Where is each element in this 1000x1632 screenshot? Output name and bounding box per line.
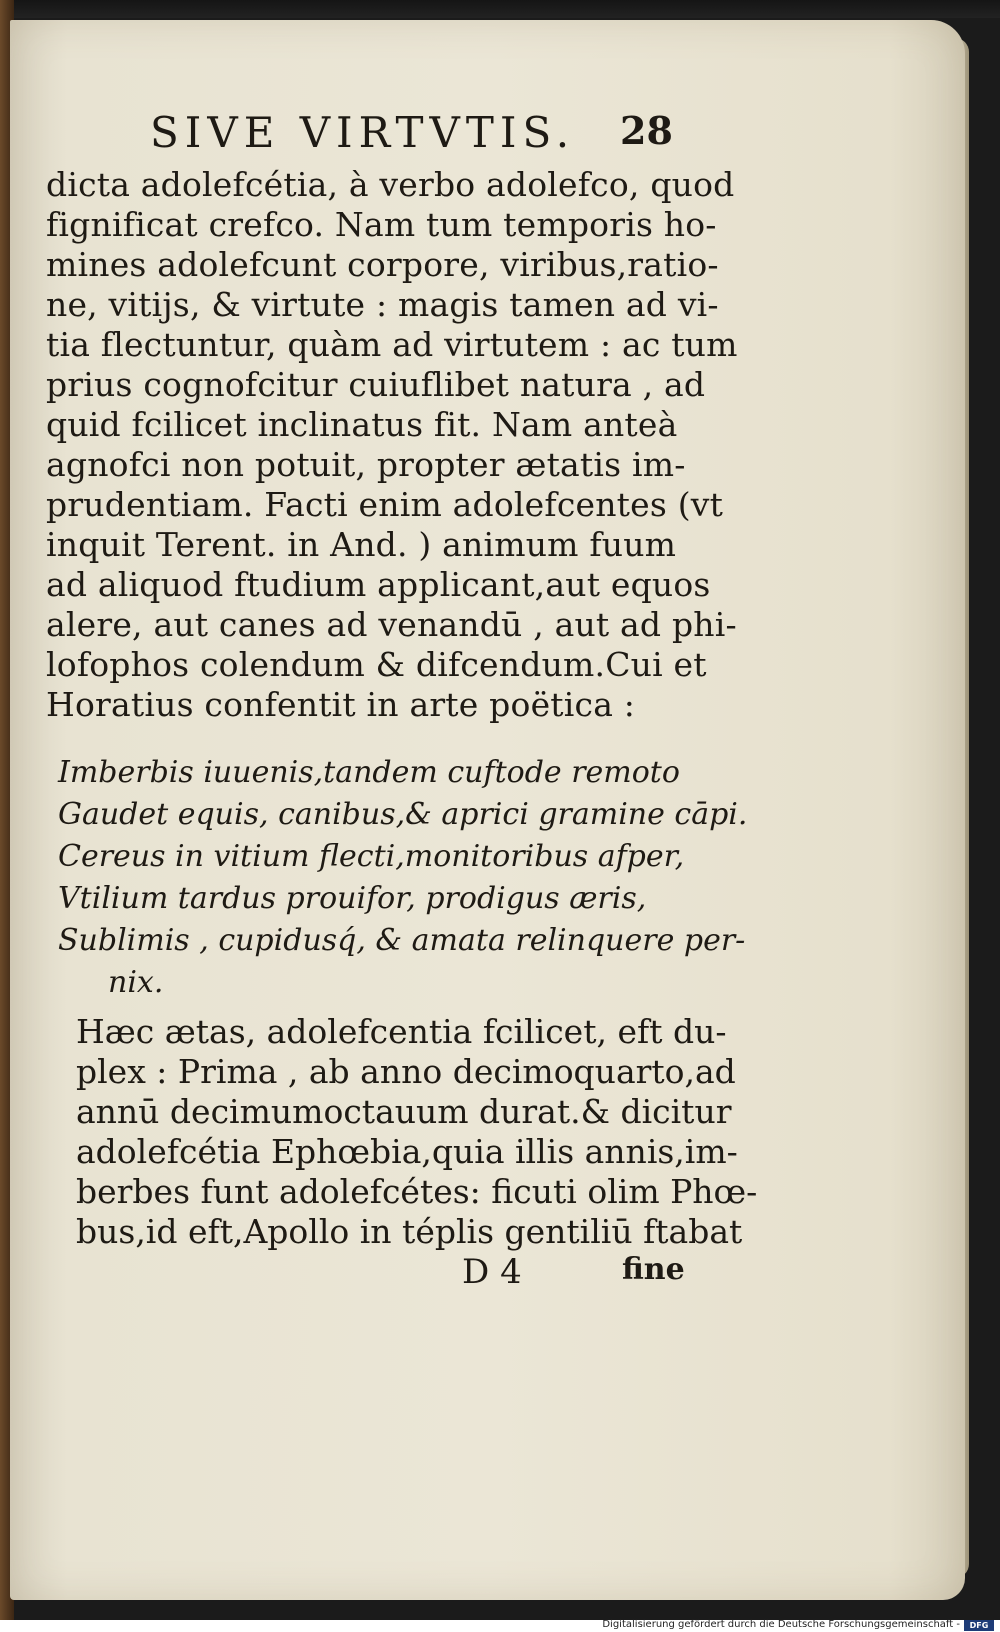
dfg-logo: DFG — [964, 1620, 994, 1631]
text-line: bus,id eft,Apollo in téplis gentiliū ftabat — [76, 1212, 743, 1251]
text-line: tia flectuntur, quàm ad virtutem : ac tum — [46, 325, 738, 364]
text-line: annū decimumoctauum durat.& dicitur — [76, 1092, 732, 1131]
text-line: Hæc ætas, adolefcentia fcilicet, eft du- — [76, 1012, 727, 1051]
text-line: dicta adolefcétia, à verbo adolefco, quod — [46, 165, 735, 204]
verse-line: Vtilium tardus prouifor, prodigus æris, — [58, 881, 647, 916]
funding-credit: Digitalisierung gefördert durch die Deutsche Forschungsgemeinschaft - — [602, 1619, 960, 1630]
text-line: Horatius confentit in arte poëtica : — [46, 685, 636, 724]
verse-line: Gaudet equis, canibus,& aprici gramine cāpi. — [58, 797, 748, 832]
text-line: ad aliquod ftudium applicant,aut equos — [46, 565, 711, 604]
text-line: lofophos colendum & difcendum.Cui et — [46, 645, 707, 684]
verse-line: nix. — [108, 965, 164, 1000]
text-line: agnofci non potuit, propter ætatis im- — [46, 445, 686, 484]
text-line: inquit Terent. in And. ) animum fuum — [46, 525, 677, 564]
running-head: SIVE VIRTVTIS. — [150, 108, 576, 157]
catchword: fine — [622, 1252, 685, 1287]
prose-block-1 — [46, 165, 738, 725]
page-foot-row — [462, 1252, 712, 1296]
text-line: quid fcilicet inclinatus fit. Nam anteà — [46, 405, 678, 444]
text-line: alere, aut canes ad venandū , aut ad phi- — [46, 605, 737, 644]
text-line: prudentiam. Facti enim adolefcentes (vt — [46, 485, 724, 524]
verse-line: Imberbis iuuenis,tandem cuftode remoto — [58, 755, 680, 790]
verse-quotation — [58, 752, 748, 1004]
prose-block-2 — [76, 1012, 758, 1252]
text-line: prius cognofcitur cuiuflibet natura , ad — [46, 365, 706, 404]
signature-mark: D 4 — [462, 1252, 522, 1292]
verse-line: Cereus in vitium flecti,monitoribus afper, — [58, 839, 685, 874]
text-line: ne, vitijs, & virtute : magis tamen ad vi- — [46, 285, 719, 324]
digitization-footer — [0, 1620, 1000, 1632]
text-line: berbes funt adolefcétes: ficuti olim Phœ- — [76, 1172, 758, 1211]
page-header — [150, 108, 673, 168]
folio-number: 28 — [620, 108, 673, 153]
verse-line: Sublimis , cupidusq́, & amata relinquere per- — [58, 923, 746, 958]
text-line: adolefcétia Ephœbia,quia illis annis,im- — [76, 1132, 738, 1171]
text-line: mines adolefcunt corpore, viribus,ratio- — [46, 245, 719, 284]
text-line: fignificat crefco. Nam tum temporis ho- — [46, 205, 717, 244]
text-line: plex : Prima , ab anno decimoquarto,ad — [76, 1052, 736, 1091]
